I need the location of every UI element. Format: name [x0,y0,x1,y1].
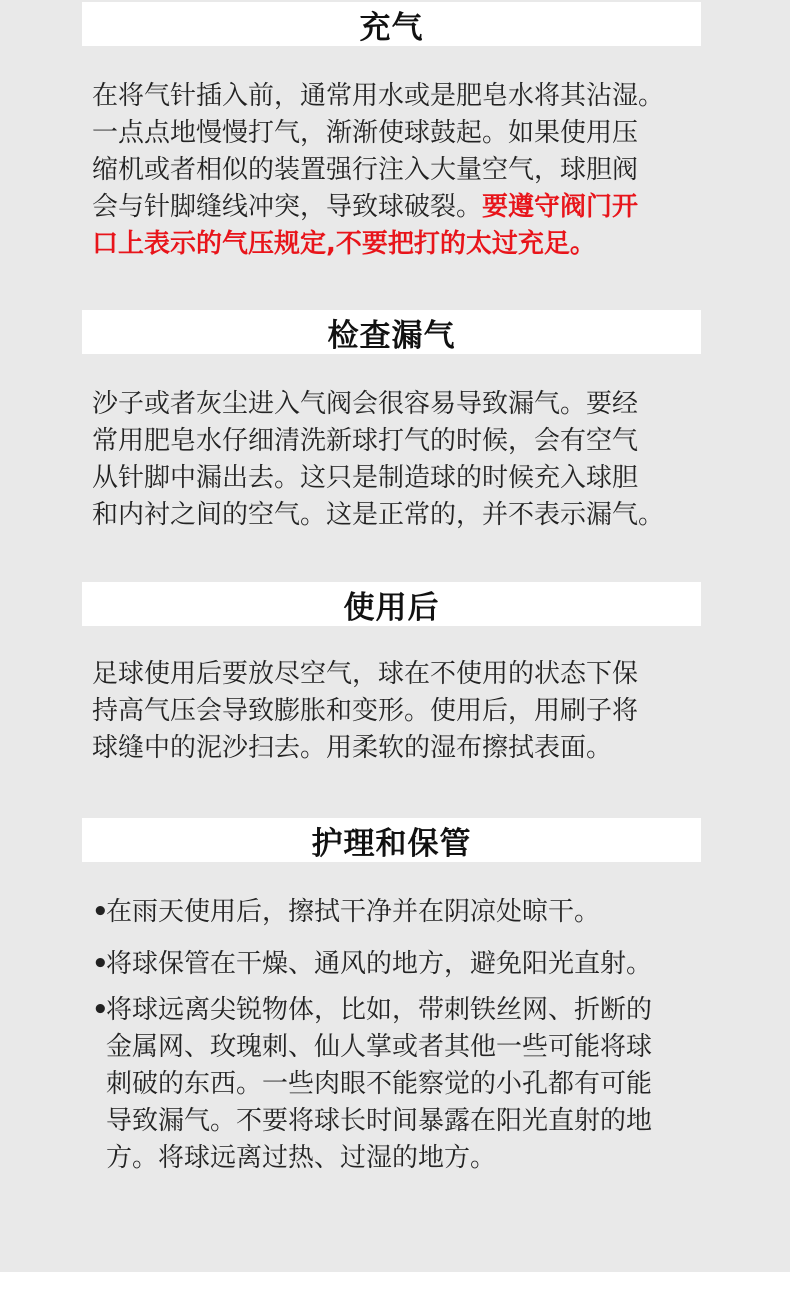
bullet-dot-icon: • [92,949,109,979]
care-list-item-text: 在雨天使用后，擦拭干净并在阴凉处晾干。 [106,897,601,927]
section-header-inflate [82,2,701,46]
bullet-dot-icon: • [92,897,109,927]
section-title-leak-check: 检查漏气 [327,317,456,354]
section-text-inflate [92,78,712,263]
care-list-item [92,946,704,983]
section-header-leak-check [82,310,701,354]
section-text-leak-check [92,386,712,534]
section-header-care [82,818,701,862]
section-title-inflate: 充气 [359,9,424,46]
care-list-item [92,894,704,931]
care-list-item-text: 将球远离尖锐物体，比如，带刺铁丝网、折断的 金属网、玫瑰刺、仙人掌或者其他一些可能将球 刺破的东西。一些肉眼不能察觉的小孔都有可能 导致漏气。不要将球长时间暴露在阳光直射的地 方。将球远离过热、过湿的地方。 [106,995,653,1173]
care-list-item [92,992,704,1177]
section-title-after-use: 使用后 [343,589,440,626]
care-list-item-text: 将球保管在干燥、通风的地方，避免阳光直射。 [106,949,653,979]
bullet-dot-icon: • [92,995,109,1025]
inflate-warning-text: 要遵守阀门开 口上表示的气压规定,不要把打的太过充足。 [92,192,639,259]
section-text-after-use [92,656,712,767]
after-use-body-text: 足球使用后要放尽空气，球在不使用的状态下保 持高气压会导致膨胀和变形。使用后，用刷子将 球缝中的泥沙扫去。用柔软的湿布擦拭表面。 [92,659,639,763]
section-header-after-use [82,582,701,626]
section-title-care: 护理和保管 [311,825,472,862]
inflate-body-text: 在将气针插入前，通常用水或是肥皂水将其沾湿。 一点点地慢慢打气，渐渐使球鼓起。如果使用压 缩机或者相似的装置强行注入大量空气，球胆阀 会与针脚缝线冲突，导致球破裂。 [92,81,665,222]
leak-check-body-text: 沙子或者灰尘进入气阀会很容易导致漏气。要经 常用肥皂水仔细清洗新球打气的时候，会有空气 从针脚中漏出去。这只是制造球的时候充入球胆 和内衬之间的空气。这是正常的，并不表示漏气。 [92,389,665,530]
